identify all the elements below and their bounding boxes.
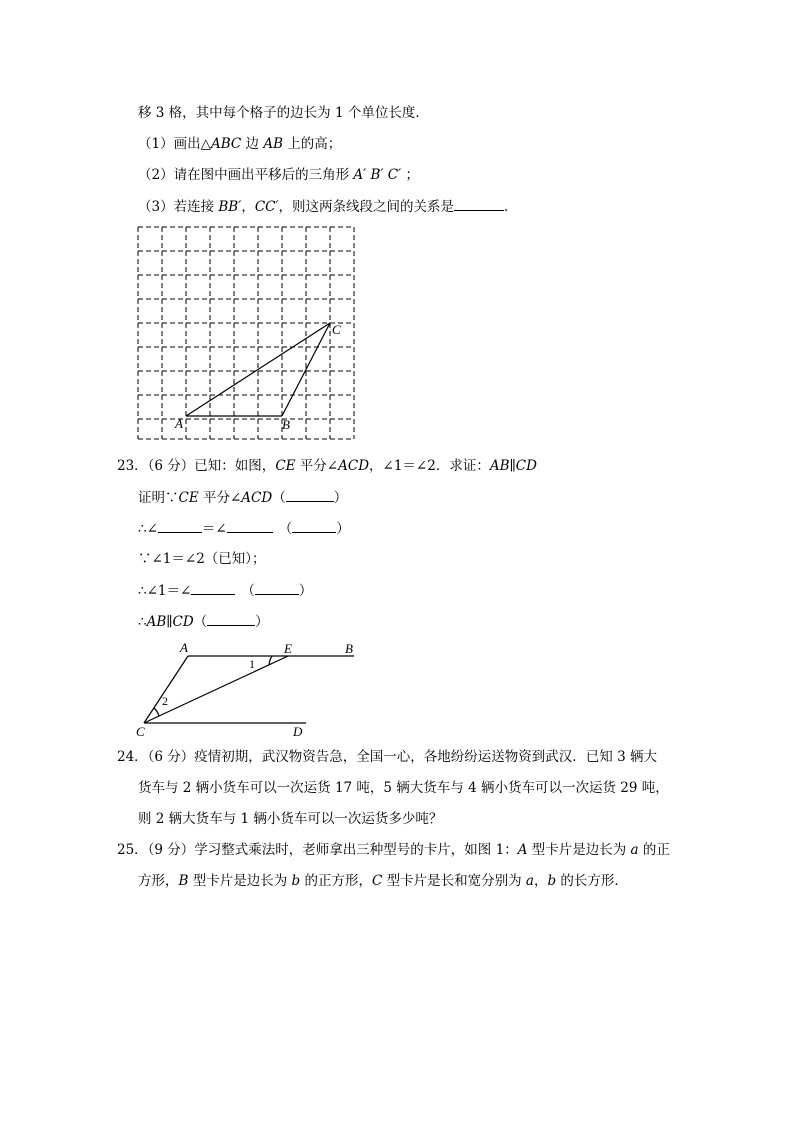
q23-goal: AB∥CD bbox=[489, 458, 537, 474]
proof4-open: （ bbox=[241, 583, 255, 599]
q24-line1 bbox=[117, 747, 657, 767]
q23-ce: CE bbox=[275, 458, 296, 474]
proof2-blank-c[interactable] bbox=[292, 518, 336, 533]
q25-l2-avar: a bbox=[525, 873, 534, 889]
label-a: A bbox=[180, 640, 188, 655]
side-bc bbox=[282, 323, 330, 416]
q25-l2-c: C bbox=[371, 873, 383, 889]
q25-a: A bbox=[517, 842, 528, 858]
side-ac bbox=[186, 323, 330, 416]
proof4-close: ） bbox=[298, 583, 313, 599]
label-d: D bbox=[293, 724, 303, 739]
sub2-triangle: A′ B′ C′ bbox=[353, 167, 402, 183]
parallel-lines-figure bbox=[130, 640, 370, 740]
grid-figure bbox=[132, 222, 362, 447]
proof1-open: （ bbox=[272, 490, 286, 506]
angle-2-label: 2 bbox=[162, 694, 168, 708]
angle-2-arc bbox=[154, 708, 159, 716]
proof1-ce: CE bbox=[178, 490, 199, 506]
sub3-post: ． bbox=[504, 199, 518, 215]
label-b: B bbox=[345, 641, 353, 656]
q25-l2-mid1: 型卡片是边长为 bbox=[188, 873, 292, 889]
proof3-text: ∵∠1＝∠2（已知）； bbox=[138, 551, 266, 567]
q25-l2-bvar2: b bbox=[547, 873, 557, 889]
proof2-close: ） bbox=[336, 521, 350, 537]
proof5-close: ） bbox=[255, 614, 269, 630]
q24-text-3: 则 2 辆大货车与 1 辆小货车可以一次运货多少吨？ bbox=[138, 811, 443, 827]
q25-l2-post: 的长方形． bbox=[556, 873, 628, 889]
proof5-blank[interactable] bbox=[207, 611, 255, 626]
proof2-open: （ bbox=[278, 521, 293, 537]
q25-mid: 型卡片是边长为 bbox=[527, 842, 631, 858]
proof1-close: ） bbox=[333, 490, 348, 506]
sub1-post: 上的高； bbox=[283, 136, 342, 152]
proof5-ab: AB∥CD bbox=[146, 614, 194, 630]
q23-acd: ACD bbox=[338, 458, 370, 474]
proof1-mid: 平分∠ bbox=[198, 490, 242, 506]
q23-bisect: 平分∠ bbox=[295, 458, 339, 474]
answer-blank[interactable] bbox=[454, 196, 504, 211]
q25-l2-comma: ， bbox=[533, 873, 548, 889]
proof-line-4 bbox=[138, 580, 312, 601]
q25-line1 bbox=[117, 840, 670, 860]
label-e: E bbox=[284, 641, 292, 656]
q22-text-line bbox=[138, 103, 429, 123]
q25-l2-bvar: b bbox=[291, 873, 301, 889]
proof2-blank-a[interactable] bbox=[158, 518, 202, 533]
q22-sub3 bbox=[138, 196, 518, 217]
proof-line-5 bbox=[138, 611, 269, 632]
sub3-bb: BB′ bbox=[218, 199, 242, 215]
proof4-blank-a[interactable] bbox=[191, 580, 235, 595]
proof-line-2 bbox=[138, 518, 350, 539]
sub2-post: ； bbox=[401, 167, 419, 183]
sub3-mid2: ，则这两条线段之间的关系是 bbox=[278, 199, 455, 215]
proof1-acd: ACD bbox=[241, 490, 273, 506]
angle-1-label: 1 bbox=[249, 657, 255, 671]
label-b: B bbox=[282, 417, 290, 432]
proof2-pre: ∴∠ bbox=[138, 521, 158, 537]
q23-angles: ，∠1＝∠2．求证： bbox=[369, 458, 490, 474]
q25-l2-mid3: 型卡片是长和宽分别为 bbox=[382, 873, 526, 889]
proof5-open: （ bbox=[193, 614, 208, 630]
proof2-eq: ＝∠ bbox=[201, 521, 227, 537]
q25-l2-pre: 方形， bbox=[138, 873, 179, 889]
proof4-pre: ∴∠1＝∠ bbox=[138, 583, 192, 599]
proof1-blank[interactable] bbox=[286, 487, 334, 502]
sub1-abc: ABC bbox=[210, 136, 242, 152]
q23-stem bbox=[117, 456, 537, 476]
q22-sub2 bbox=[138, 165, 419, 185]
triangle-abc bbox=[186, 323, 330, 416]
sub1-pre: （1）画出△ bbox=[138, 136, 211, 152]
q24-text-2: 货车与 2 辆小货车可以一次运货 17 吨，5 辆大货车与 4 辆小货车可以一次运货 29 吨， bbox=[138, 780, 669, 796]
q24-line3 bbox=[138, 809, 442, 829]
sub1-ab: AB bbox=[263, 136, 283, 152]
label-a: A bbox=[175, 416, 183, 431]
grid-lines bbox=[138, 227, 354, 439]
sub3-mid1: ， bbox=[241, 199, 255, 215]
q25-post: 的正 bbox=[638, 842, 670, 858]
q24-line2 bbox=[138, 778, 669, 798]
proof-line-1 bbox=[138, 487, 347, 508]
sub3-cc: CC′ bbox=[254, 199, 279, 215]
q25-l2-mid2: 的正方形， bbox=[300, 873, 372, 889]
q25-pre: 25．（9 分）学习整式乘法时，老师拿出三种型号的卡片，如图 1： bbox=[117, 842, 518, 858]
sub3-pre: （3）若连接 bbox=[138, 199, 219, 215]
q25-var-a: a bbox=[630, 842, 639, 858]
q22-line1: 移 3 格，其中每个格子的边长为 1 个单位长度． bbox=[138, 105, 429, 121]
proof-line-3 bbox=[138, 549, 266, 569]
q25-l2-b: B bbox=[178, 873, 189, 889]
q23-number: 23．（6 分）已知：如图， bbox=[117, 458, 276, 474]
proof2-blank-b[interactable] bbox=[227, 518, 273, 533]
label-c: C bbox=[332, 322, 341, 337]
sub2-pre: （2）请在图中画出平移后的三角形 bbox=[138, 167, 354, 183]
proof5-pre: ∴ bbox=[138, 614, 147, 630]
q22-sub1 bbox=[138, 134, 341, 154]
q25-line2 bbox=[138, 871, 628, 891]
proof1-pre: 证明∵ bbox=[138, 490, 179, 506]
q24-text-1: 24．（6 分）疫情初期，武汉物资告急，全国一心，各地纷纷运送物资到武汉．已知 3 辆大 bbox=[117, 749, 657, 765]
label-c: C bbox=[136, 724, 145, 739]
sub1-mid: 边 bbox=[241, 136, 264, 152]
proof4-blank-b[interactable] bbox=[255, 580, 299, 595]
